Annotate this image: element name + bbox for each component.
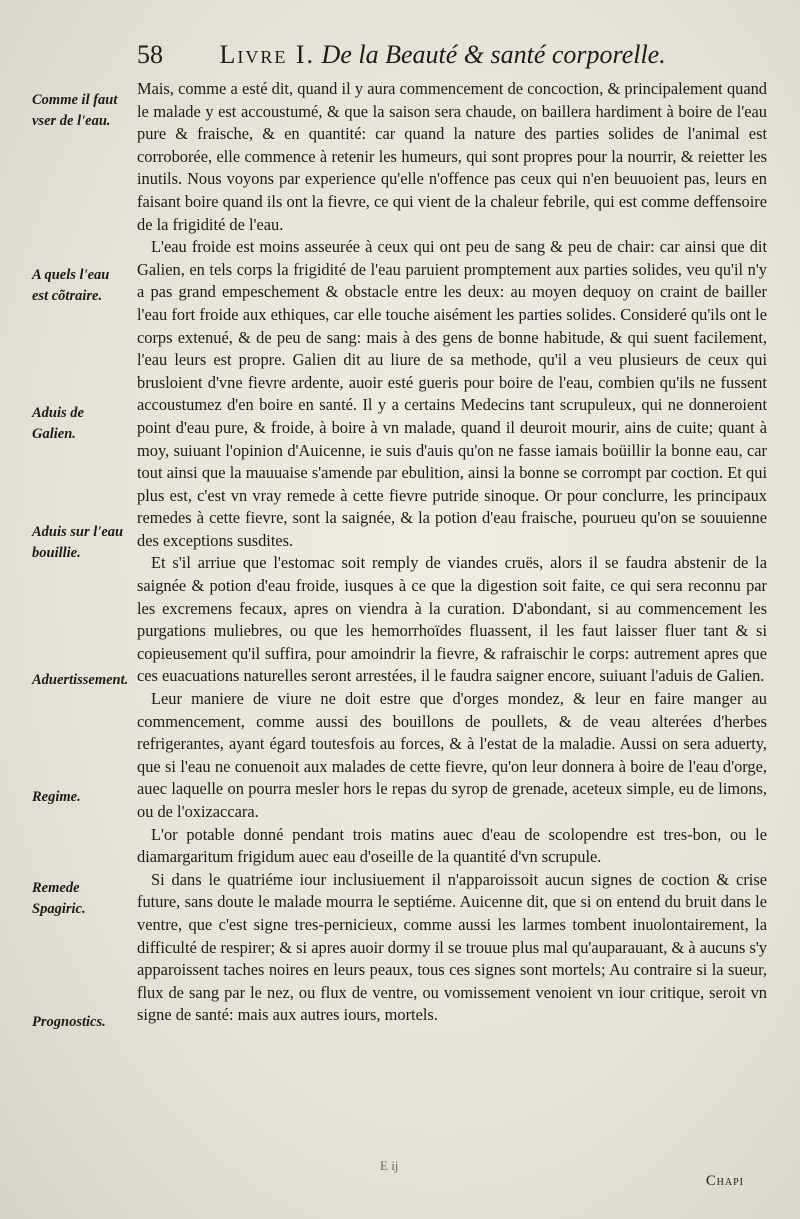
book-label: Livre I. bbox=[219, 40, 316, 69]
paragraph: Mais, comme a esté dit, quand il y aura commencement de concoction, & principalement quand le malade y est accoustumé, & que la saison sera chaude, on baillera hardiment à boire de l'eau pure & fraische, & en quantité: car quand la nature des parties solides de l'animal est corroborée, elle commence à retenir les humeurs, qui sont propres pour la nourrir, & reietter les inutils. Nous voyons par experience qu'elle n'offence pas ceux qui n'en beuuoient pas, leurs en faisant boire quand ils ont la fievre, ce qui vient de la chaleur febrile, qui est comme deffensoire de la frigidité de l'eau. bbox=[137, 79, 767, 234]
margin-note: Aduis de Galien. bbox=[32, 405, 84, 442]
margin-note: Regime. bbox=[32, 789, 81, 805]
paragraph: L'or potable donné pendant trois matins auec d'eau de scolopendre est tres-bon, ou le diamargaritum frigidum auec eau d'oseille de la quantité d'vn scrupule. bbox=[137, 824, 767, 867]
margin-note: Comme il faut vser de l'eau. bbox=[32, 92, 118, 129]
page-number: 58 bbox=[137, 40, 163, 69]
catchword: Chapi bbox=[706, 1173, 745, 1189]
margin-note: Prognostics. bbox=[32, 1014, 106, 1030]
paragraph: Leur maniere de viure ne doit estre que d'orges mondez, & leur en faire manger au commencement, comme aussi des bouillons de poullets, & de veau alterées d'herbes refrigerantes, ayant égard toutesfois au forces, & à l'estat de la maladie. Aussi on sera aduerty, que si l'eau ne conuenoit aux malades de cette fievre, qu'on leur donnera à boire de l'eau d'orge, auec laquelle on pourra mesler hors le repas du syrop de grenade, aceteux simple, eu de limons, ou de l'oxizaccara. bbox=[137, 689, 767, 821]
margin-note: Aduis sur l'eau bouillie. bbox=[32, 524, 124, 561]
paragraph: Si dans le quatriéme iour inclusiuement il n'apparoissoit aucun signes de coction & crise future, sans doute le malade mourra le septiéme. Auicenne dit, que si on entend du bruit dans le ventre, que c'est signe tres-pernicieux, comme aussi les larmes tombent inuolontairement, la difficulté de respirer; & si apres auoir dormy il se trouue plus mal qu'auparauant, & à aucuns s'y apparoissent taches noires en leurs peaux, tous ces signes sont mortels; Au contraire si la sueur, flux de sang par le nez, ou flux de ventre, ou vomissement venoient vn iour critique, seroit vn signe de santé: mais aux autres iours, mortels. bbox=[137, 869, 767, 1025]
margin-note: A quels l'eau est cõtraire. bbox=[32, 267, 110, 304]
running-title: De la Beauté & santé corporelle. bbox=[321, 40, 666, 69]
body-text bbox=[137, 78, 767, 1027]
margin-note: Remede Spagiric. bbox=[32, 880, 86, 917]
paragraph: Et s'il arriue que l'estomac soit remply de viandes cruës, alors il se faudra abstenir de la saignée & potion d'eau froide, iusques à ce que la digestion soit faite, ce qui sera reconnu par les excremens fecaux, apres on viendra à la curation. D'abondant, si au commencement les purgations muliebres, ou que les hemorrhoïdes fluassent, il les faut laisser fluer tant & si copieusement qu'il suffira, pour amoindrir la fievre, & rafraischir le corps: autrement apres que ces euacuations naturelles seront arrestées, il le faudra saigner encore, suiuant l'aduis de Galien. bbox=[137, 553, 767, 686]
running-header bbox=[137, 38, 687, 72]
paragraph: L'eau froide est moins asseurée à ceux qui ont peu de sang & peu de chair: car ainsi que dit Galien, en tels corps la frigidité de l'eau paruient promptement aux parties solides, veu qu'il n'y a pas grand empeschement & obstacle entre les deux: au moyen dequoy on craint de bailler l'eau fort froide aux ethiques, car elle touche aisément les parties solides. Consideré qu'ils ont le corps extenué, & de peu de sang: mais à des gens de bonne habitude, & qui suent facilement, l'eau leurs est propre. Galien dit au liure de sa methode, qu'il a veu plusieurs de ceux qui brusloient d'vne fievre ardente, auoir esté gueris pour boire de l'eau, combien qu'ils ne fussent accoustumez d'en boire en santé. Il y a certains Medecins tant scrupuleux, qui ne donneroient point d'eau pure, & froide, à boire à vn malade, quand il deuroit mourir, ains de cuite; quant à moy, suiuant l'opinion d'Auicenne, ie suis d'auis qu'on ne fasse iamais boüillir la bonne eau, car tout ainsi que la mauuaise s'amende par ebulition, ainsi la bonne se corrompt par coction. Et qui plus est, c'est vn vray remede à cette fievre putride sinoque. Or pour conclurre, les principaux remedes à cette fievre, sont la saignée, & la potion d'eau fraische, pourueu qu'on se souuienne des exceptions susdites. bbox=[137, 237, 767, 550]
signature-mark: E ij bbox=[380, 1158, 399, 1173]
margin-note: Aduertissement. bbox=[32, 672, 129, 688]
